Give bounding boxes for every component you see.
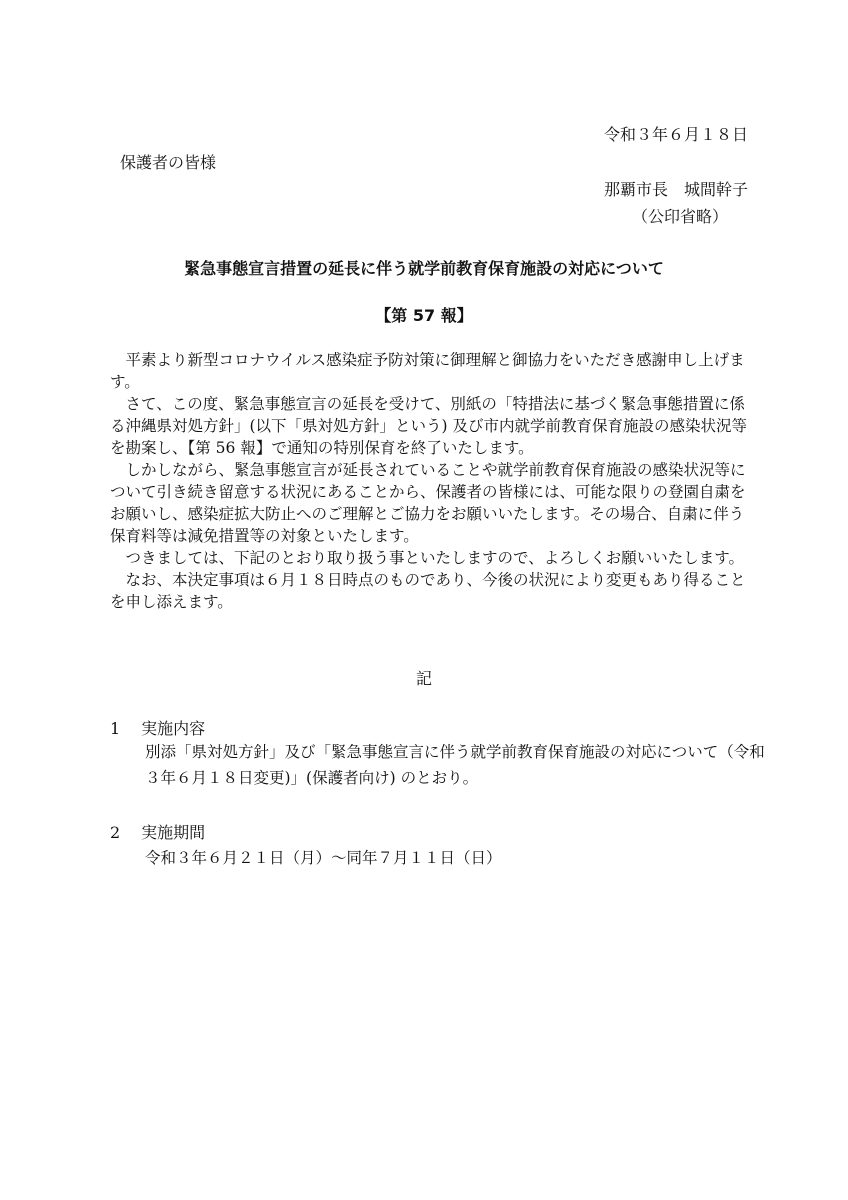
item-heading-label: 実施期間 [141,823,206,842]
item-body: 令和３年６月２１日（月）〜同年７月１１日（日） [145,849,502,867]
paragraph: さて、この度、緊急事態宣言の延長を受けて、別紙の「特措法に基づく緊急事態措置に係る沖縄県対処方針」(以下「県対処方針」という) 及び市内就学前教育保育施設の感染状況等を勘案し、【第 56 報】で通知の特別保育を終了いたします。 [110,395,748,457]
paragraph: しかしながら、緊急事態宣言が延長されていることや就学前教育保育施設の感染状況等について引き続き留意する状況にあることから、保護者の皆様には、可能な限りの登園自粛をお願いし、感染症拡大防止へのご理解とご協力をお願いいたします。その場合、自粛に伴う保育料等は減免措置等の対象といたします。 [110,461,746,545]
item-heading [110,820,205,843]
document-date: 令和３年６月１８日 [603,125,748,144]
addressee: 保護者の皆様 [120,153,217,172]
item-number: 1 [110,719,121,738]
paragraph: つきましては、下記のとおり取り扱う事といたしますので、よろしくお願いいたします。 [125,549,744,567]
ki-heading: 記 [415,669,432,688]
item-body: 別添「県対処方針」及び「緊急事態宣言に伴う就学前教育保育施設の対応について（令和３年６月１８日変更)」(保護者向け) のとおり。 [145,743,765,787]
sender: 那覇市長 城間幹子 [603,180,748,199]
item-heading-label: 実施内容 [141,719,206,738]
paragraph: なお、本決定事項は６月１８日時点のものであり、今後の状況により変更もあり得ることを申し添えます。 [110,571,746,611]
paragraph: 平素より新型コロナウイルス感染症予防対策に御理解と御協力をいただき感謝申し上げます。 [110,351,745,391]
document-title: 緊急事態宣言措置の延長に伴う就学前教育保育施設の対応について [184,259,664,278]
seal-note: （公印省略） [631,207,728,226]
item-heading [110,716,205,739]
body-text [110,349,750,613]
item-number: 2 [110,823,121,842]
issue-number: 【第 57 報】 [375,306,473,325]
